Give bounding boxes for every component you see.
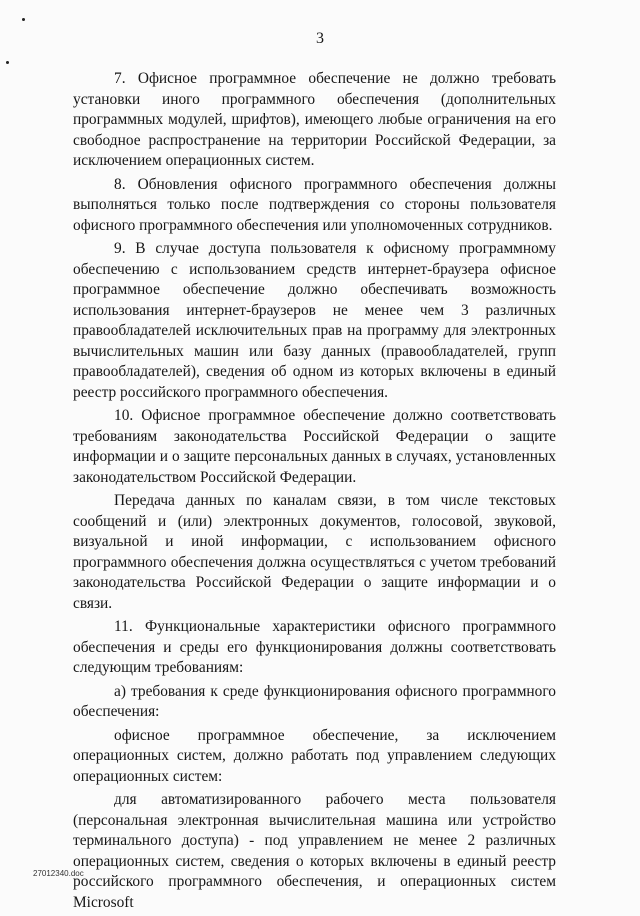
paragraph-11: 11. Функциональные характеристики офисного программного обеспечения и среды его функционирования должны соответствовать следующим требованиям: [73, 618, 556, 676]
footer-document-code: 27012340.doc [33, 869, 84, 878]
paragraph-11a: а) требования к среде функционирования офисного программного обеспечения: [73, 682, 556, 720]
paragraph-data-transfer: Передача данных по каналам связи, в том числе текстовых сообщений и (или) электронных документов, голосовой, звуковой, визуальной и иной информации, с использованием офисного программного обеспечения должна осуществляться с учетом требований законодательства Российской Федерации о защите информации и о связи. [73, 492, 556, 612]
paragraph-8: 8. Обновления офисного программного обеспечения должны выполняться только после подтверждения со стороны пользователя офисного программного обеспечения или уполномоченных сотрудников. [73, 175, 556, 234]
document-body [73, 69, 556, 916]
scan-mark-top [22, 18, 25, 21]
paragraph-9: 9. В случае доступа пользователя к офисному программному обеспечению с использованием средств интернет-браузера офисное программное обеспечение должно обеспечивать возможность использования интернет-браузеров не менее чем 3 различных правообладателей исключительных прав на программу для электронных вычислительных машин или базу данных (правообладателей, групп правообладателей), сведения об одном из которых включены в единый реестр российского программного обеспечения. [73, 240, 556, 401]
page-number: 3 [316, 30, 324, 47]
paragraph-10: 10. Офисное программное обеспечение должно соответствовать требованиям законодательства Российской Федерации о защите информации и о защите персональных данных в случаях, установленных законодательством Российской Федерации. [73, 407, 556, 486]
paragraph-7: 7. Офисное программное обеспечение не должно требовать установки иного программного обеспечения (дополнительных программных модулей, шрифтов), имеющего любые ограничения на его свободное распространение на территории Российской Федерации, за исключением операционных систем. [73, 70, 556, 169]
paragraph-workstation: для автоматизированного рабочего места пользователя (персональная электронная вычислительная машина или устройство терминального доступа) - под управлением не менее 2 различных операционных систем, сведения о которых включены в единый реестр российского программного обеспечения, и операционных систем Microsoft [73, 791, 556, 911]
paragraph-os-requirement: офисное программное обеспечение, за исключением операционных систем, должно работать под управлением следующих операционных систем: [73, 726, 556, 785]
scan-mark-mid [6, 61, 9, 64]
